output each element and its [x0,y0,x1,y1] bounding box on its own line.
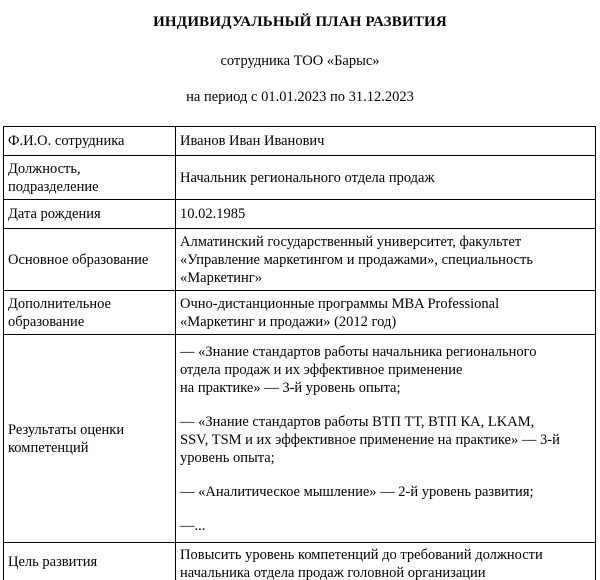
value-extra-education [176,291,596,335]
label-goal: Цель развития [4,543,176,580]
table-row-name [4,127,596,156]
value-education-line: «Управление маркетингом и продажами», специальность [180,251,533,268]
label-results-line: Результаты оценки [8,421,125,438]
results-item [180,483,591,501]
value-goal [176,543,596,580]
document-subtitle: сотрудника ТОО «Барыс» [220,53,380,69]
table-row-education [4,229,596,291]
table-row-position [4,156,596,200]
development-plan-table [3,126,596,580]
label-education: Основное образование [4,229,176,291]
results-line: отдела продаж и их эффективное применение [180,361,463,378]
value-birth: 10.02.1985 [176,200,596,229]
value-extra-education-line: «Маркетинг и продажи» (2012 год) [180,313,397,330]
label-extra-education-line: образование [8,313,85,330]
label-position-line: подразделение [8,178,99,195]
value-education-line: «Маркетинг» [180,269,263,286]
value-results [176,335,596,543]
label-extra-education-line: Дополнительное [8,295,111,312]
value-extra-education-line: Очно-дистанционные программы MBA Professional [180,295,500,312]
results-item [180,517,591,535]
label-results [4,335,176,543]
value-education [176,229,596,291]
label-results-line: компетенций [8,439,89,456]
results-line: SSV, TSM и их эффективное применение на практике» — 3-й [180,431,560,448]
results-line: — «Знание стандартов работы начальника регионального [180,343,537,360]
value-goal-line: начальника отдела продаж головной организации [180,565,486,580]
document-title: ИНДИВИДУАЛЬНЫЙ ПЛАН РАЗВИТИЯ [153,14,447,30]
results-line: уровень опыта; [180,449,275,466]
label-position-line: Должность, [8,160,81,177]
value-education-line: Алматинский государственный университет, факультет [180,233,522,250]
results-line: на практике» — 3-й уровень опыта; [180,379,401,396]
label-birth: Дата рождения [4,200,176,229]
results-line: — «Знание стандартов работы ВТП ТТ, ВТП КА, LKAM, [180,413,535,430]
results-line: — «Аналитическое мышление» — 2-й уровень развития; [180,483,534,500]
results-line: —... [180,517,206,534]
label-extra-education [4,291,176,335]
document-period: на период с 01.01.2023 по 31.12.2023 [186,89,414,105]
results-item [180,413,591,467]
value-goal-line: Повысить уровень компетенций до требований должности [180,547,543,563]
label-name: Ф.И.О. сотрудника [4,127,176,156]
value-position: Начальник регионального отдела продаж [176,156,596,200]
results-item [180,343,591,397]
table-row-results [4,335,596,543]
table-row-extra-education [4,291,596,335]
table-row-goal [4,543,596,580]
table-row-birth [4,200,596,229]
value-name: Иванов Иван Иванович [176,127,596,156]
label-position [4,156,176,200]
